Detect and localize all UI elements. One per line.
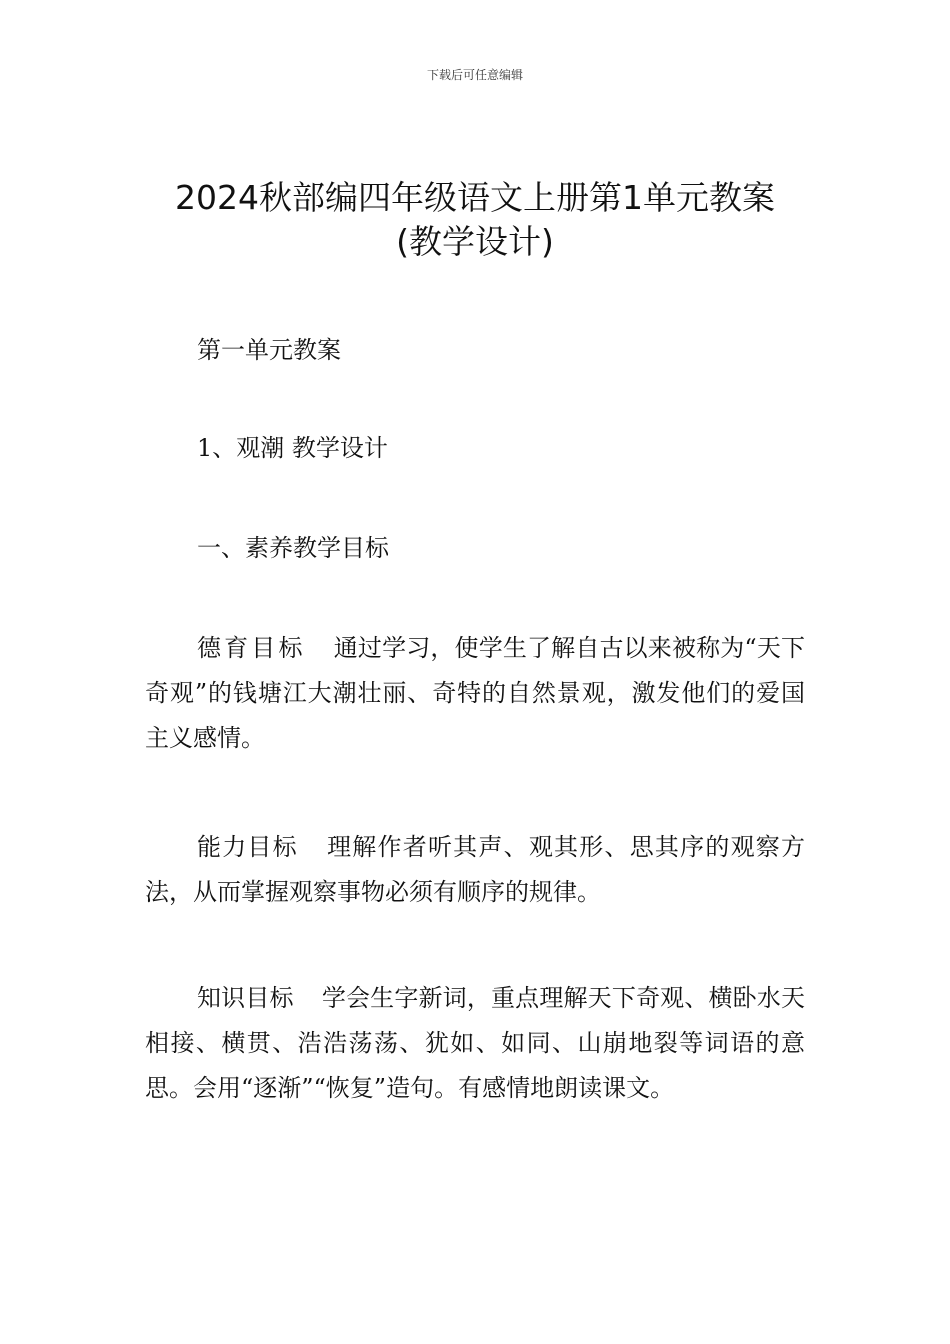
- goal-ability: [145, 825, 805, 915]
- lesson-heading: 1、观潮 教学设计: [197, 434, 388, 462]
- goal-ability-text: 理解作者听其声、观其形、思其序的观察方法，从而掌握观察事物必须有顺序的规律。: [145, 833, 806, 906]
- document-title: [100, 176, 850, 264]
- goal-knowledge-label: 知识目标: [197, 984, 294, 1012]
- goal-moral-text: 通过学习，使学生了解自古以来被称为“天下奇观”的钱塘江大潮壮丽、奇特的自然景观，激发他们的爱国主义感情。: [145, 634, 805, 752]
- document-title-line1: 2024秋部编四年级语文上册第1单元教案: [175, 178, 775, 217]
- unit-heading: 第一单元教案: [197, 336, 341, 364]
- header-note: 下载后可任意编辑: [426, 68, 523, 82]
- goal-moral-label: 德育目标: [197, 634, 306, 662]
- goal-moral: [145, 626, 805, 761]
- document-title-line2: (教学设计): [396, 222, 554, 261]
- goal-ability-label: 能力目标: [197, 833, 298, 861]
- goal-knowledge: [145, 976, 805, 1111]
- section-heading: 一、素养教学目标: [197, 534, 389, 562]
- goal-knowledge-text: 学会生字新词，重点理解天下奇观、横卧水天相接、横贯、浩浩荡荡、犹如、如同、山崩地裂等词语的意思。会用“逐渐”“恢复”造句。有感情地朗读课文。: [145, 984, 806, 1102]
